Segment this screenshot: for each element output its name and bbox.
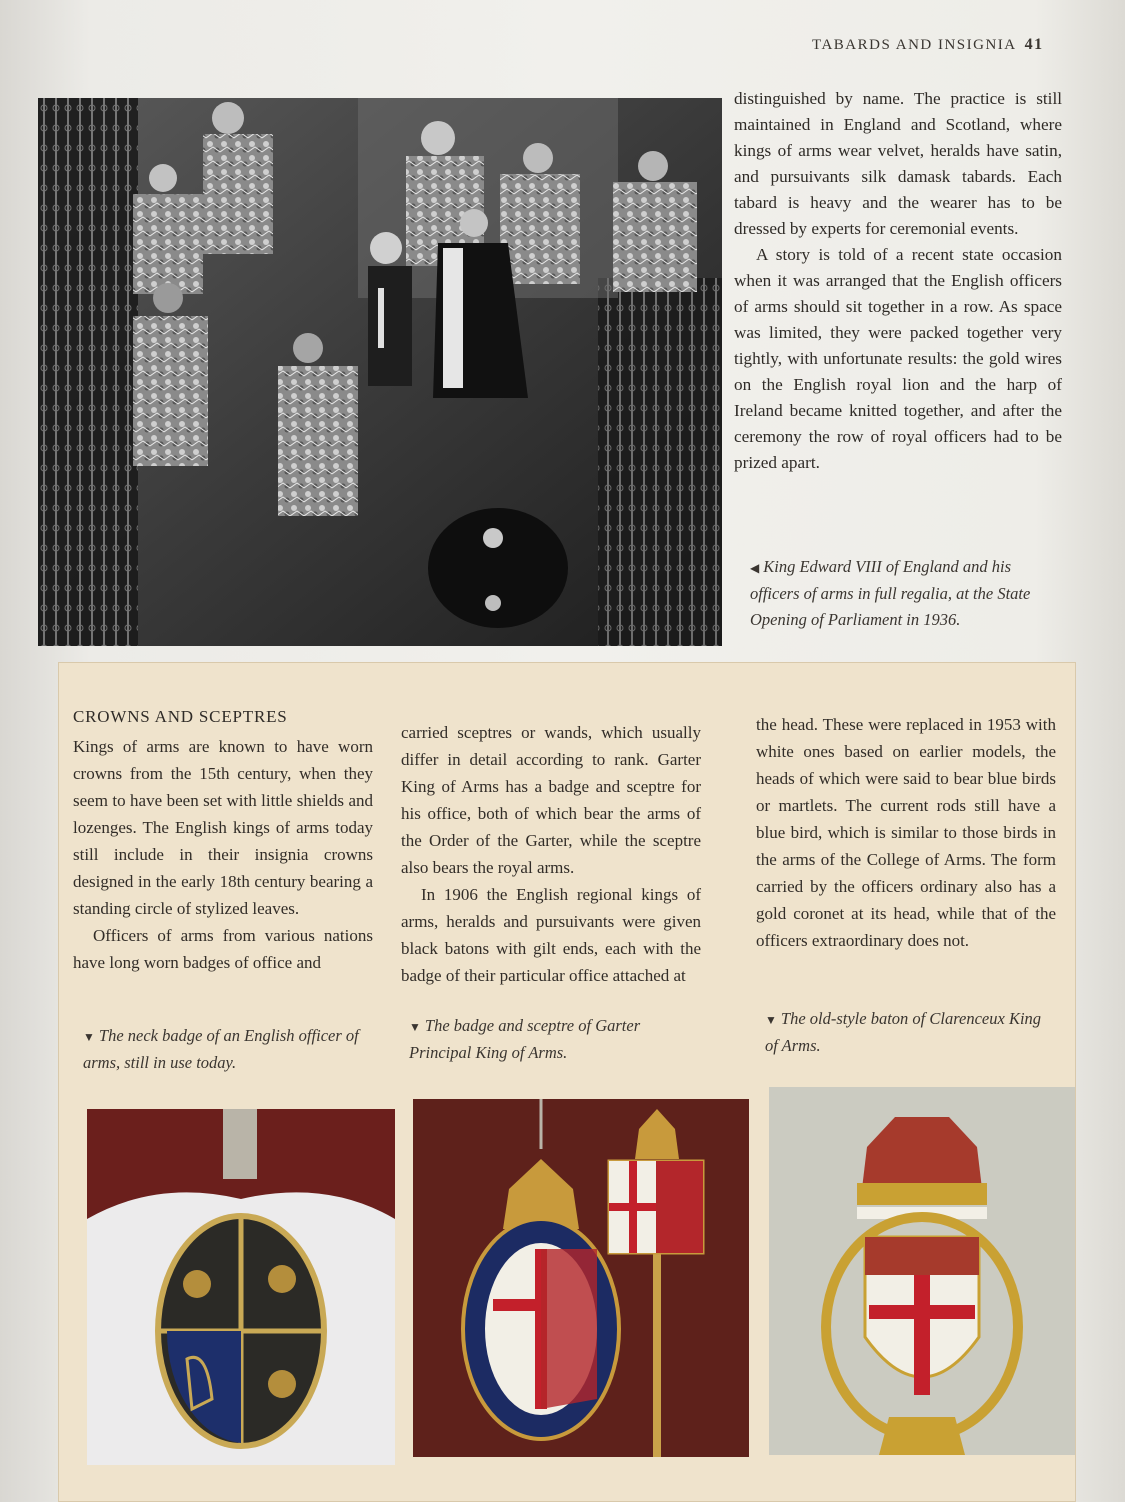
page-number: 41 <box>1024 36 1044 53</box>
body-paragraph-1: distinguished by name. The practice is still maintained in England and Scotland, where kings of arms wear velvet, heralds have satin, and pursuivants silk damask tabards. Each tabard is heavy and the wearer has to be dressed by experts for ceremonial events. <box>734 89 1062 238</box>
main-photo-illustration <box>38 98 722 646</box>
section-title: TABARDS AND INSIGNIA <box>812 37 1017 53</box>
panel-column-2 <box>401 719 701 989</box>
body-text <box>734 86 1062 476</box>
panel-column-3 <box>756 711 1056 954</box>
panel-column-1 <box>73 733 373 976</box>
baton-photo <box>769 1087 1075 1455</box>
body-paragraph-2: A story is told of a recent state occasion when it was arranged that the English officers of arms should sit together in a row. As space was limited, they were packed together very tightly, with unfortunate results: the gold wires on the English royal lion and the harp of Ireland became knitted together, and after the ceremony the row of royal officers had to be prized apart. <box>734 245 1062 472</box>
garter-badge-caption: ▼ The badge and sceptre of Garter Principal King of Arms. <box>409 1016 641 1062</box>
neck-badge-photo <box>87 1109 395 1465</box>
col3-paragraph-1: the head. These were replaced in 1953 with white ones based on earlier models, the heads of which were said to bear blue birds or martlets. The current rods still have a blue bird, which is similar to those birds in the arms of the College of Arms. The form carried by the officers ordinary also has a gold coronet at its head, while that of the officers extraordinary does not. <box>756 715 1056 950</box>
crowns-and-sceptres-panel <box>58 662 1076 1502</box>
col2-paragraph-1: carried sceptres or wands, which usually differ in detail according to rank. Garter King of Arms has a badge and sceptre for his office, both of which bear the arms of the Order of the Garter, while the sceptre also bears the royal arms. <box>401 723 701 877</box>
col1-paragraph-1: Kings of arms are known to have worn crowns from the 15th century, when they seem to have been set with little shields and lozenges. The English kings of arms today still include in their insignia crowns designed in the early 18th century bearing a standing circle of stylized leaves. <box>73 737 373 918</box>
baton-caption: ▼ The old-style baton of Clarenceux King of Arms. <box>765 1009 1042 1055</box>
caption-down-arrow-icon: ▼ <box>765 1013 777 1027</box>
caption-down-arrow-icon: ▼ <box>409 1020 421 1034</box>
garter-badge-illustration <box>413 1099 749 1457</box>
neck-badge-caption: ▼ The neck badge of an English officer of arms, still in use today. <box>83 1026 359 1072</box>
panel-title: CROWNS AND SCEPTRES <box>73 707 288 726</box>
baton-illustration <box>769 1087 1075 1455</box>
garter-badge-photo <box>413 1099 749 1457</box>
main-caption-text: King Edward VIII of England and his officers of arms in full regalia, at the State Opening of Parliament in 1936. <box>750 557 1031 629</box>
col2-paragraph-2: In 1906 the English regional kings of arms, heralds and pursuivants were given black batons with gilt ends, each with the badge of their particular office attached at <box>401 885 701 985</box>
running-head <box>812 36 1044 54</box>
caption-down-arrow-icon: ▼ <box>83 1030 95 1044</box>
caption-left-arrow-icon: ◀ <box>750 561 760 575</box>
neck-badge-illustration <box>87 1109 395 1465</box>
main-photo-caption <box>750 554 1060 633</box>
col1-paragraph-2: Officers of arms from various nations have long worn badges of office and <box>73 926 373 972</box>
main-photo <box>38 98 722 646</box>
